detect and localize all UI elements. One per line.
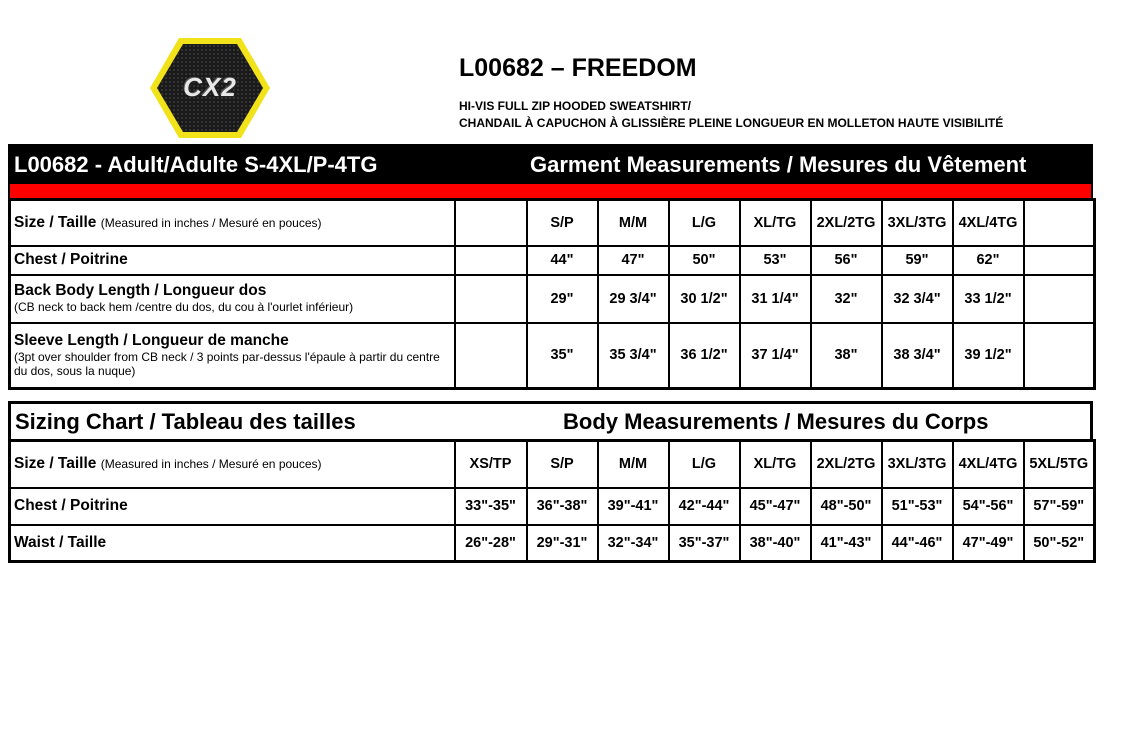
empty-cell [1024, 246, 1095, 275]
value-cell: 32" [811, 275, 882, 323]
value-cell: 56" [811, 246, 882, 275]
value-cell: 51"-53" [882, 488, 953, 525]
body-measurements-table [8, 439, 1096, 563]
value-cell: 54"-56" [953, 488, 1024, 525]
value-cell: 45"-47" [740, 488, 811, 525]
row-label [10, 323, 455, 389]
brand-logo [148, 36, 272, 140]
table-row [10, 488, 1095, 525]
row-label: Waist / Taille [10, 525, 455, 562]
size-cell: 2XL/2TG [811, 441, 882, 488]
sizing-chart-title: Sizing Chart / Tableau des tailles [15, 409, 356, 434]
value-cell: 33 1/2" [953, 275, 1024, 323]
red-accent-bar [8, 184, 1093, 198]
value-cell: 38" [811, 323, 882, 389]
description-line-2: CHANDAIL À CAPUCHON À GLISSIÈRE PLEINE LONGUEUR EN MOLLETON HAUTE VISIBILITÉ [459, 116, 1004, 130]
row-label-text: Chest / Poitrine [14, 251, 128, 268]
row-label: Chest / Poitrine [10, 488, 455, 525]
value-cell: 50" [669, 246, 740, 275]
row-label [10, 275, 455, 323]
description-line-1: HI-VIS FULL ZIP HOODED SWEATSHIRT/ [459, 99, 692, 113]
size-cell: M/M [598, 441, 669, 488]
value-cell: 39 1/2" [953, 323, 1024, 389]
product-title: L00682 – FREEDOM [459, 54, 697, 82]
size-label: Size / Taille [14, 455, 97, 473]
body-measurements-title: Body Measurements / Mesures du Corps [563, 409, 989, 434]
value-cell: 35 3/4" [598, 323, 669, 389]
value-cell: 38 3/4" [882, 323, 953, 389]
body-size-header-row [10, 441, 1095, 488]
empty-cell [1024, 275, 1095, 323]
garment-size-range-title: L00682 - Adult/Adulte S-4XL/P-4TG [14, 152, 378, 177]
value-cell: 47"-49" [953, 525, 1024, 562]
value-cell: 37 1/4" [740, 323, 811, 389]
size-label: Size / Taille [14, 213, 97, 231]
logo-text: CX2 [183, 72, 237, 102]
row-note: (CB neck to back hem /centre du dos, du cou à l'ourlet inférieur) [14, 300, 354, 315]
value-cell: 47" [598, 246, 669, 275]
empty-cell [455, 323, 527, 389]
size-cell: 3XL/3TG [882, 441, 953, 488]
row-label-text: Back Body Length / Longueur dos [14, 282, 267, 300]
row-label [10, 246, 455, 275]
garment-measurements-table [8, 198, 1096, 390]
size-cell: XL/TG [740, 200, 811, 246]
value-cell: 44" [527, 246, 598, 275]
value-cell: 42"-44" [669, 488, 740, 525]
size-cell: 3XL/3TG [882, 200, 953, 246]
size-cell: 5XL/5TG [1024, 441, 1095, 488]
size-cell: 2XL/2TG [811, 200, 882, 246]
value-cell: 29"-31" [527, 525, 598, 562]
value-cell: 26"-28" [455, 525, 527, 562]
size-cell: L/G [669, 441, 740, 488]
value-cell: 29" [527, 275, 598, 323]
value-cell: 36 1/2" [669, 323, 740, 389]
row-note: (3pt over shoulder from CB neck / 3 points par-dessus l'épaule à partir du centre du dos, sous la nuque) [14, 349, 440, 379]
table-row [10, 275, 1095, 323]
value-cell: 35"-37" [669, 525, 740, 562]
table-row [10, 323, 1095, 389]
size-cell: 4XL/4TG [953, 200, 1024, 246]
body-header-bar [8, 401, 1093, 439]
size-cell: L/G [669, 200, 740, 246]
empty-cell [455, 246, 527, 275]
value-cell: 29 3/4" [598, 275, 669, 323]
value-cell: 59" [882, 246, 953, 275]
garment-measurements-title: Garment Measurements / Mesures du Vêtement [530, 152, 1027, 177]
size-cell: XS/TP [455, 441, 527, 488]
table-row [10, 246, 1095, 275]
value-cell: 62" [953, 246, 1024, 275]
value-cell: 30 1/2" [669, 275, 740, 323]
value-cell: 39"-41" [598, 488, 669, 525]
value-cell: 53" [740, 246, 811, 275]
row-label-text: Sleeve Length / Longueur de manche [14, 331, 289, 349]
size-cell: 4XL/4TG [953, 441, 1024, 488]
value-cell: 32"-34" [598, 525, 669, 562]
product-description [459, 98, 1003, 132]
garment-size-header-row [10, 200, 1095, 246]
size-cell: M/M [598, 200, 669, 246]
size-cell: XL/TG [740, 441, 811, 488]
value-cell: 33"-35" [455, 488, 527, 525]
empty-cell [1024, 323, 1095, 389]
value-cell: 48"-50" [811, 488, 882, 525]
size-header-cell [10, 200, 455, 246]
value-cell: 38"-40" [740, 525, 811, 562]
value-cell: 50"-52" [1024, 525, 1095, 562]
value-cell: 44"-46" [882, 525, 953, 562]
empty-cell [455, 275, 527, 323]
table-row [10, 525, 1095, 562]
value-cell: 36"-38" [527, 488, 598, 525]
empty-cell [1024, 200, 1095, 246]
size-cell: S/P [527, 441, 598, 488]
size-note: (Measured in inches / Mesuré en pouces) [100, 215, 322, 230]
size-note: (Measured in inches / Mesuré en pouces) [100, 457, 322, 472]
garment-header-bar [8, 144, 1093, 184]
value-cell: 32 3/4" [882, 275, 953, 323]
size-cell: S/P [527, 200, 598, 246]
value-cell: 35" [527, 323, 598, 389]
value-cell: 41"-43" [811, 525, 882, 562]
size-header-cell [10, 441, 455, 488]
value-cell: 57"-59" [1024, 488, 1095, 525]
value-cell: 31 1/4" [740, 275, 811, 323]
empty-cell [455, 200, 527, 246]
